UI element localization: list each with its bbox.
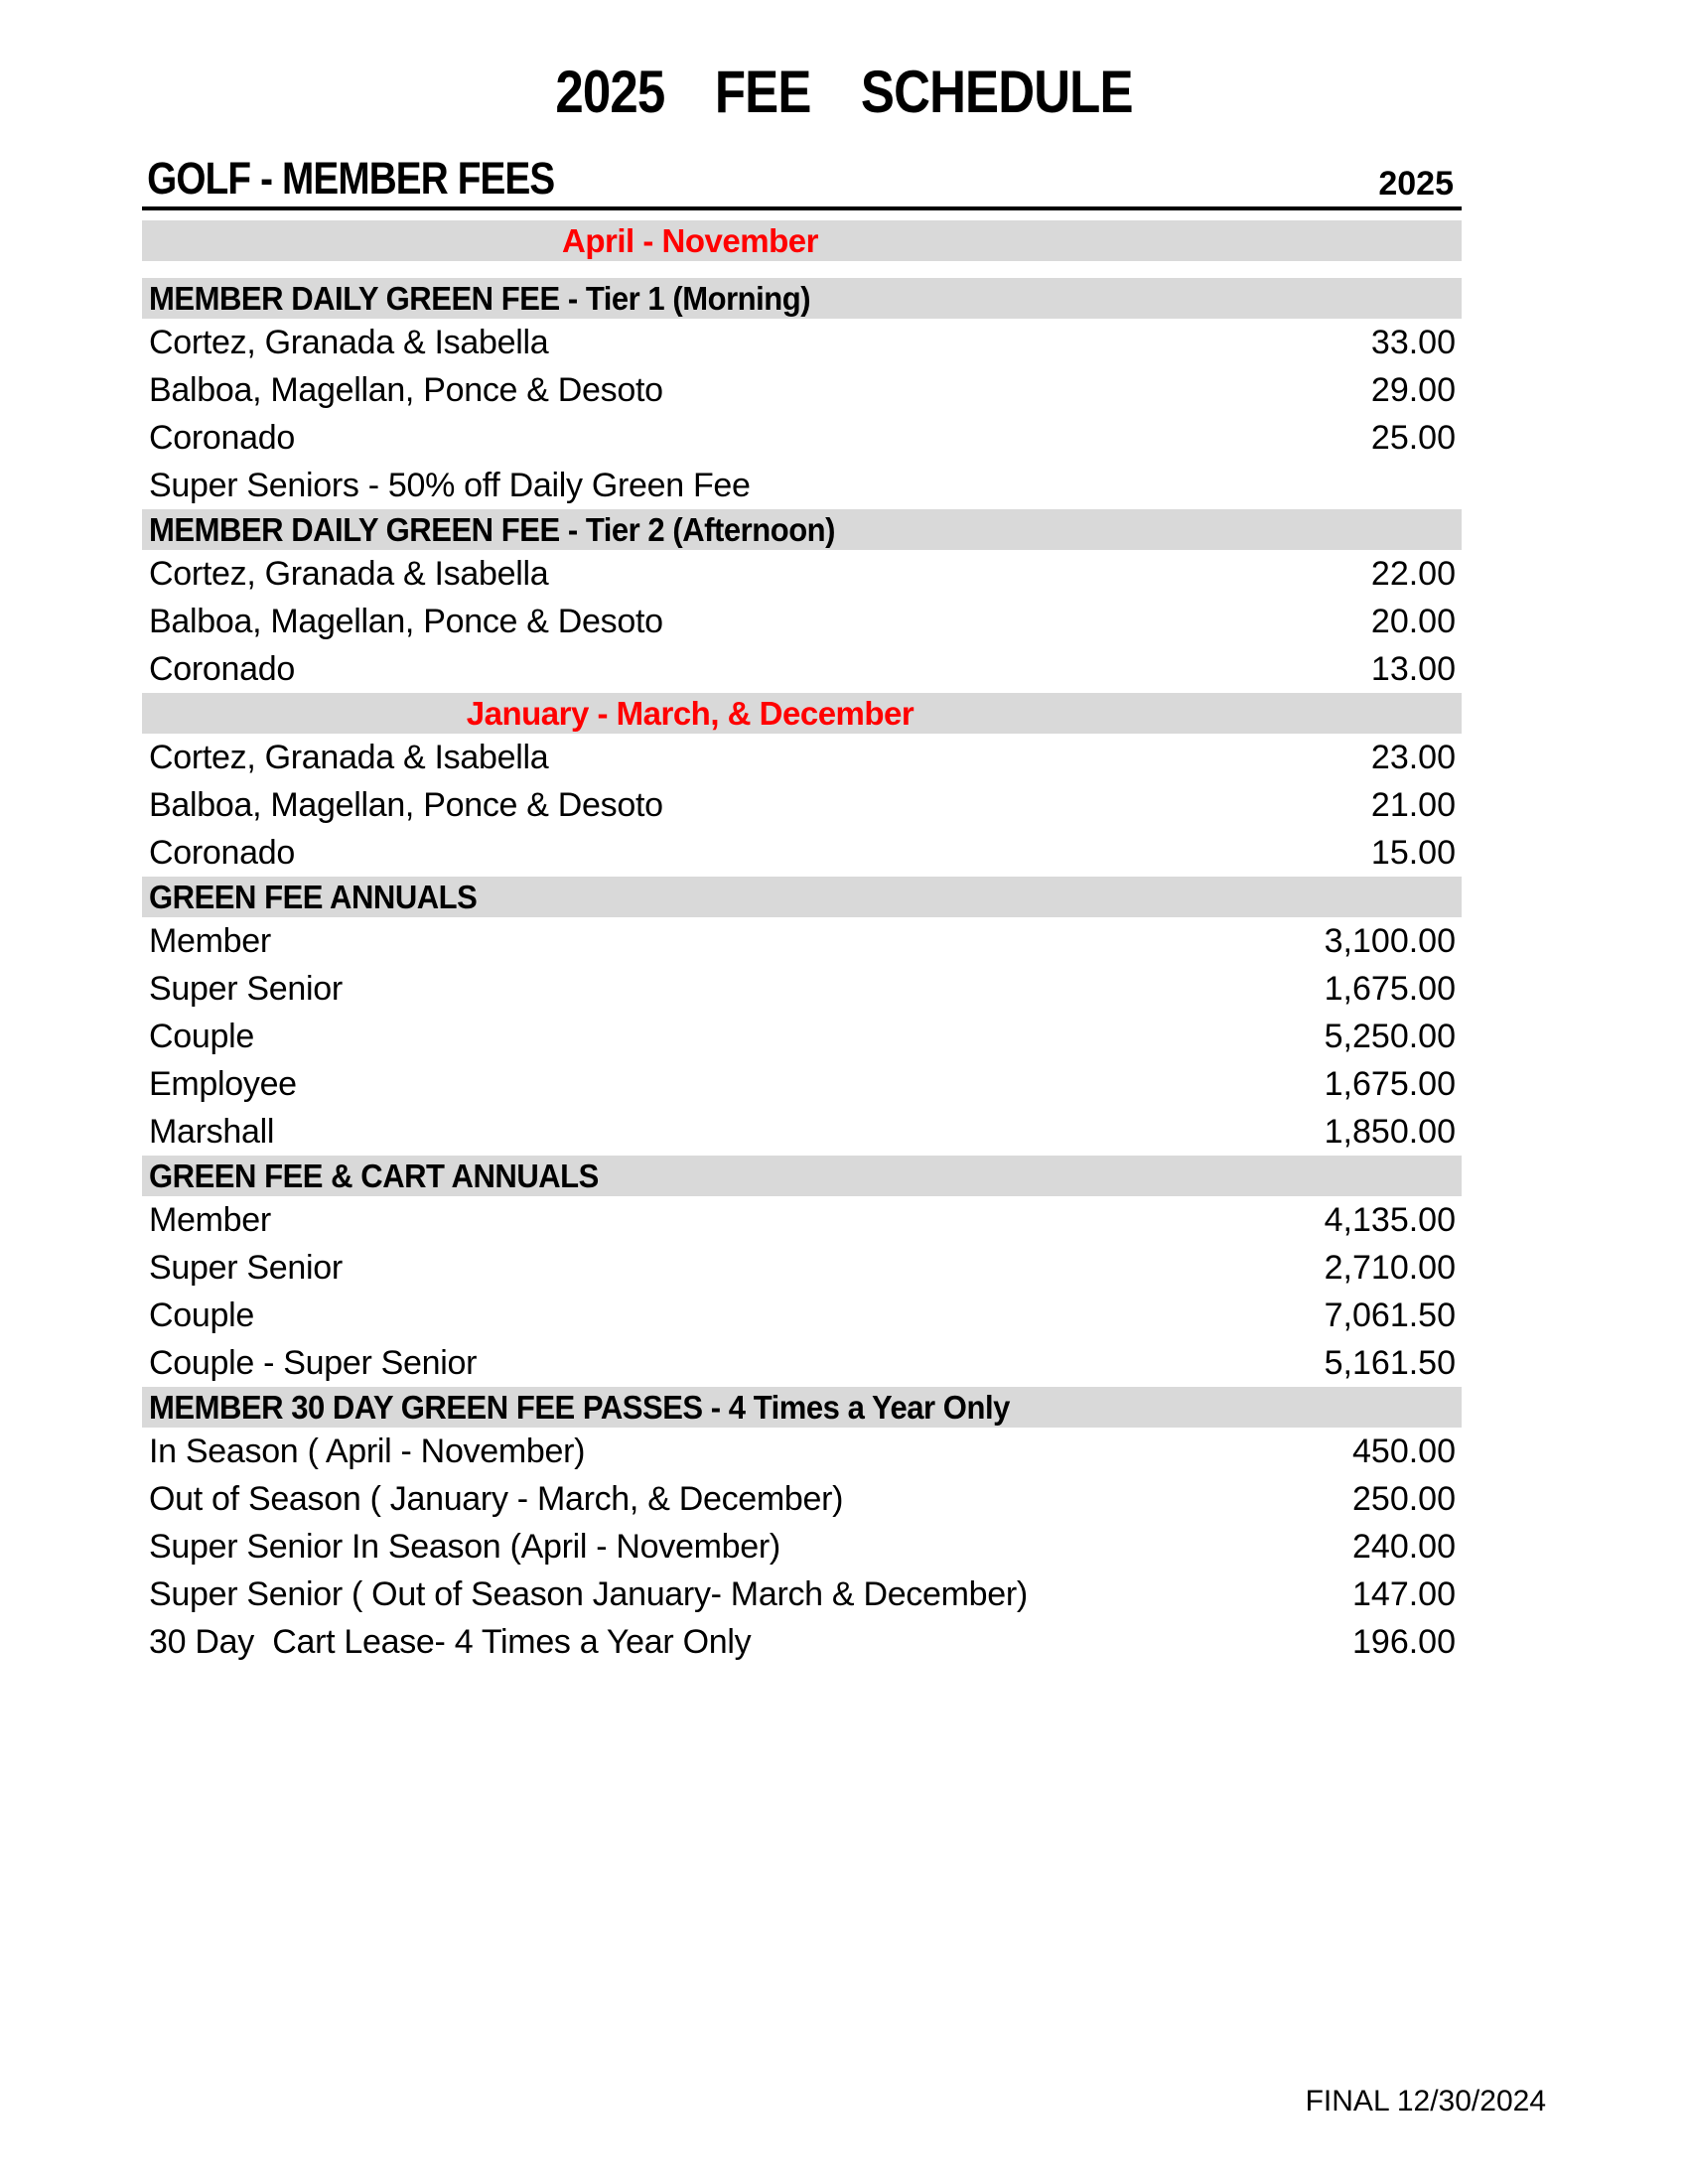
fee-row-label: In Season ( April - November) [149,1432,586,1470]
fee-row [142,1570,1462,1618]
fee-row [142,462,1462,509]
fee-row-label: Cortez, Granada & Isabella [149,554,549,593]
fee-row [142,1475,1462,1523]
fee-row [142,1618,1462,1666]
fee-row-value: 7,061.50 [1324,1296,1456,1334]
fee-row [142,1428,1462,1475]
fee-row-value: 22.00 [1370,554,1456,593]
fee-row [142,1196,1462,1244]
footer-note: FINAL 12/30/2024 [1305,2085,1546,2117]
fee-row [142,598,1462,645]
fee-row-value: 250.00 [1352,1479,1456,1518]
fee-row-label: Coronado [149,833,295,872]
section-header-member-30-day-passes [142,1387,1462,1428]
section-header-tier2-afternoon [142,509,1462,550]
fee-table [142,220,1462,1666]
fee-row-label: Super Senior In Season (April - November) [149,1527,780,1566]
fee-row [142,414,1462,462]
fee-row-value: 5,250.00 [1324,1017,1456,1055]
fee-row-value: 5,161.50 [1324,1343,1456,1382]
fee-row [142,829,1462,877]
fee-row-label: Super Senior [149,969,343,1008]
fee-row-label: Super Senior ( Out of Season January- March & December) [149,1574,1028,1613]
section-header-label: GREEN FEE ANNUALS [149,878,478,915]
fee-row [142,645,1462,693]
fee-row-label: Balboa, Magellan, Ponce & Desoto [149,785,663,824]
fee-row-value: 2,710.00 [1324,1248,1456,1287]
season-banner-label: April - November [562,221,818,259]
fee-row [142,734,1462,781]
fee-row [142,1013,1462,1060]
fee-row-label: Coronado [149,418,295,457]
fee-row-label: Couple [149,1017,254,1055]
section-spacer [142,261,1462,278]
section-header-green-fee-cart-annuals [142,1156,1462,1196]
fee-row-label: Couple - Super Senior [149,1343,478,1382]
fee-row-label: Coronado [149,649,295,688]
fee-row-label: Out of Season ( January - March, & December) [149,1479,844,1518]
fee-row-value: 196.00 [1352,1622,1456,1661]
fee-row [142,319,1462,366]
fee-row-value: 240.00 [1352,1527,1456,1566]
section-header-label: MEMBER DAILY GREEN FEE - Tier 1 (Morning) [149,279,811,317]
season-banner-label: January - March, & December [466,694,914,732]
fee-row-label: Member [149,921,271,960]
fee-row [142,781,1462,829]
fee-row-label: Cortez, Granada & Isabella [149,323,549,361]
fee-row [142,1060,1462,1108]
section-header-label: GREEN FEE & CART ANNUALS [149,1157,599,1194]
section-header-label: MEMBER 30 DAY GREEN FEE PASSES - 4 Times a Year Only [149,1388,1010,1426]
fee-row [142,366,1462,414]
fee-row-label: Marshall [149,1112,275,1151]
fee-row-value: 450.00 [1352,1432,1456,1470]
season-banner-january-march-december [142,693,1462,734]
fee-row-value: 23.00 [1370,738,1456,776]
sheet-header [142,145,1462,210]
section-header-tier1-morning [142,278,1462,319]
fee-row [142,1339,1462,1387]
fee-row [142,1523,1462,1570]
fee-row [142,917,1462,965]
fee-row [142,1292,1462,1339]
fee-row [142,550,1462,598]
section-header-label: MEMBER DAILY GREEN FEE - Tier 2 (Afternoon) [149,510,836,548]
fee-row-label: Super Senior [149,1248,343,1287]
fee-row-label: Balboa, Magellan, Ponce & Desoto [149,602,663,640]
fee-row-value: 21.00 [1370,785,1456,824]
fee-row-value: 15.00 [1370,833,1456,872]
fee-row-value: 33.00 [1370,323,1456,361]
fee-row-value: 13.00 [1370,649,1456,688]
fee-row-value: 29.00 [1370,370,1456,409]
sheet-title: GOLF - MEMBER FEES [147,153,555,204]
section-header-green-fee-annuals [142,877,1462,917]
fee-row-label: Balboa, Magellan, Ponce & Desoto [149,370,663,409]
fee-row-label: Couple [149,1296,254,1334]
fee-row-label: 30 Day Cart Lease- 4 Times a Year Only [149,1622,752,1661]
fee-row-value: 1,850.00 [1324,1112,1456,1151]
page-title: 2025 FEE SCHEDULE [555,59,1133,125]
fee-row [142,965,1462,1013]
fee-row-value: 4,135.00 [1324,1200,1456,1239]
fee-row-value: 1,675.00 [1324,1064,1456,1103]
fee-row-label: Member [149,1200,271,1239]
fee-row [142,1108,1462,1156]
fee-row-label: Cortez, Granada & Isabella [149,738,549,776]
fee-row-value: 3,100.00 [1324,921,1456,960]
fee-row [142,1244,1462,1292]
fee-row-value: 147.00 [1352,1574,1456,1613]
fee-row-label: Super Seniors - 50% off Daily Green Fee [149,466,751,504]
fee-row-value: 25.00 [1370,418,1456,457]
season-banner-april-november [142,220,1462,261]
fee-row-label: Employee [149,1064,297,1103]
fee-row-value: 1,675.00 [1324,969,1456,1008]
fee-row-value: 20.00 [1370,602,1456,640]
year-column-header: 2025 [1378,165,1454,203]
